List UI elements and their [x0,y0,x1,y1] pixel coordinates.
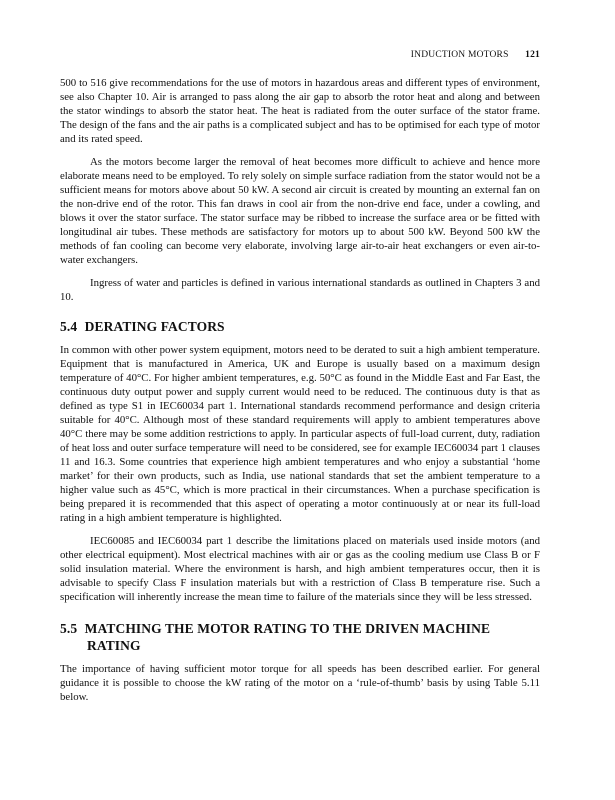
document-page [60,50,540,704]
section-number: 5.5 [60,621,78,636]
running-header [60,50,540,60]
paragraph: The importance of having sufficient motor torque for all speeds has been described earlier. For general guidance it is possible to choose the kW rating of the motor on a ‘rule-of-thumb’ basis by using Table 5.11 below. [60,663,540,703]
paragraph: Ingress of water and particles is defined in various international standards as outlined in Chapters 3 and 10. [60,277,540,303]
section-heading-5-5 [60,620,540,654]
paragraph: IEC60085 and IEC60034 part 1 describe the limitations placed on materials used inside motors (and other electrical equipment). Most electrical machines with air or gas as the cooling medium use Class B or F solid insulation material. Where the environment is harsh, and high ambient temperatures occur, then it is advisable to specify Class F insulation materials but with a restriction of Class B temperature rise. Such a specification will inherently increase the mean time to failure of the materials since they will be less stressed. [60,535,540,603]
paragraph: In common with other power system equipment, motors need to be derated to suit a high ambient temperature. Equipment that is manufactured in America, UK and Europe is usually based on a maximum design temperature of 40°C. For higher ambient temperatures, e.g. 50°C as found in the Middle East and Far East, the continuous duty output power and supply current would need to be reduced. The continuous duty is that as defined as type S1 in IEC60034 part 1. International standards recommend performance and design criteria suitable for 40°C. Although most of these standard requirements will apply to ambient temperatures above 40°C there may be some addition restrictions to apply. In particular aspects of full-load current, duty, radiation of heat loss and outer surface temperature will need to be considered, see for example IEC60034 part 1 clauses 11 and 16.3. Some countries that experience high ambient temperatures and who enjoy a substantial ‘home market’ for their own products, such as India, use national standards that set the ambient temperature to a higher value such as 45°C, which is more practical in their circumstances. When a purchase specification is being prepared it is recommended that this aspect of operating a motor continuously at or near its full-load rating in a high ambient temperature is highlighted. [60,344,540,524]
section-title: DERATING FACTORS [84,319,225,334]
page-number: 121 [525,50,540,60]
section-number: 5.4 [60,319,78,334]
section-title: MATCHING THE MOTOR RATING TO THE DRIVEN MACHINE [84,621,491,636]
paragraph: As the motors become larger the removal of heat becomes more difficult to achieve and hence more elaborate means need to be employed. To rely solely on simple surface radiation from the stator would not be a sufficient means for motors above about 50 kW. A second air circuit is created by mounting an external fan on the non-drive end of the rotor. This fan draws in cool air from the non-drive end face, under a cowling, and blows it over the stator surface. The stator surface may be ribbed to increase the surface area or be fitted with longitudinal air tubes. These methods are satisfactory for motors up to about 500 kW. Beyond 500 kW the methods of fan cooling can become very elaborate, involving large air-to-air heat exchangers or even air-to-water exchangers. [60,156,540,266]
section-title-continuation: RATING [87,638,141,653]
section-heading-5-4 [60,318,540,335]
paragraph: 500 to 516 give recommendations for the use of motors in hazardous areas and different types of environment, see also Chapter 10. Air is arranged to pass along the air gap to absorb the rotor heat and along and between the stator windings to absorb the stator heat. The heat is radiated from the outer surface of the stator frame. The design of the fans and the air paths is a complicated subject and has to be optimised for each type of motor and its rated speed. [60,77,540,145]
running-title: INDUCTION MOTORS [410,50,509,60]
